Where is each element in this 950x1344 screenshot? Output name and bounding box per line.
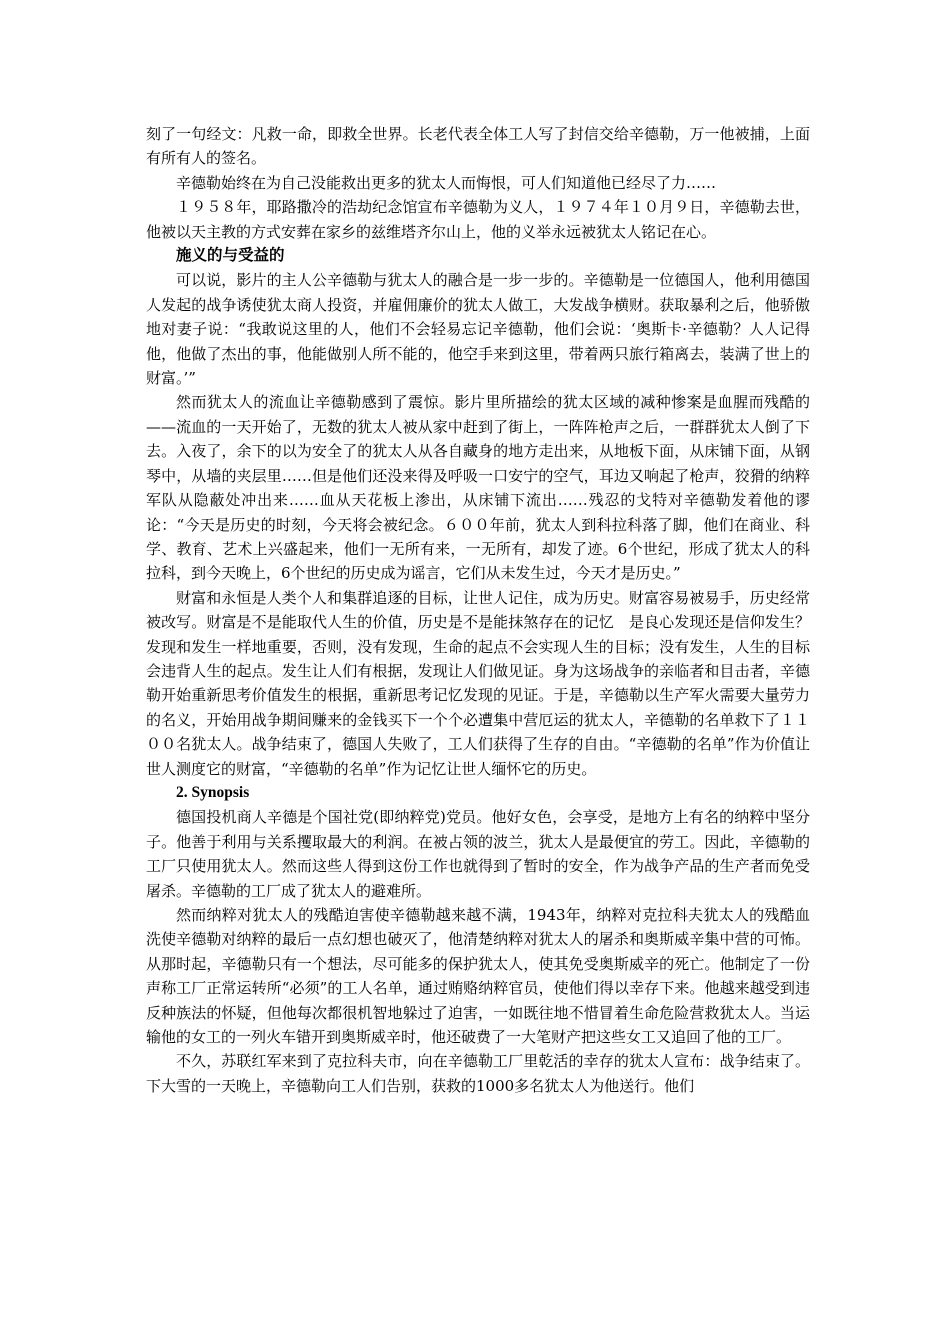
paragraph-synopsis-intro: 德国投机商人辛德是个国社党(即纳粹党)党员。他好女色，会享受，是地方上有名的纳粹中坚分子。他善于利用与关系攫取最大的利润。在被占领的波兰，犹太人是最便宜的劳工。因此，辛德勒的工厂只使用犹太人。然而这些人得到这份工作也就得到了暂时的安全，作为战争产品的生产者而免受屠杀。辛德勒的工厂成了犹太人的避难所。 (146, 808, 810, 900)
paragraph-wealth-eternity: 财富和永恒是人类个人和集群追逐的目标，让世人记住，成为历史。财富容易被易手，历史经常被改写。财富是不是能取代人生的价值，历史是不是能抹煞存在的记忆 是良心发现还是信仰发生？发现和发生一样地重要，否则，没有发现，生命的起点不会实现人生的目标；没有发生，人生的目标会违背人生的起点。发生让人们有根据，发现让人们做见证。身为这场战争的亲临者和目击者，辛德勒开始重新思考价值发生的根据，重新思考记忆发现的见证。于是，辛德勒以生产军火需要大量劳力的名义，开始用战争期间赚来的金钱买下一个个必遭集中营厄运的犹太人，辛德勒的名单救下了１１００名犹太人。战争结束了，德国人失败了，工人们获得了生存的自由。“辛德勒的名单”作为价值让世人测度它的财富，“辛德勒的名单”作为记忆让世人缅怀它的历史。 (146, 588, 810, 778)
paragraph-bloodshed: 然而犹太人的流血让辛德勒感到了震惊。影片里所描绘的犹太区域的减种惨案是血腥而残酷的——流血的一天开始了，无数的犹太人被从家中赶到了街上，一阵阵枪声之后，一群群犹太人倒了下去。入夜了，余下的以为安全了的犹太人从各自藏身的地方走出来，从地板下面，从床铺下面，从钢琴中，从墙的夹层里……但是他们还没来得及呼吸一口安宁的空气，耳边又响起了枪声，狡猾的纳粹军队从隐蔽处冲出来……血从天花板上渗出，从床铺下流出……残忍的戈特对辛德勒发着他的谬论：“今天是历史的时刻，今天将会被纪念。６００年前，犹太人到科拉科落了脚，他们在商业、科学、教育、艺术上兴盛起来，他们一无所有来，一无所有，却发了迹。6个世纪，形成了犹太人的科拉科，到今天晚上，6个世纪的历史成为谣言，它们从未发生过，今天才是历史。” (146, 393, 810, 583)
paragraph-righteous: １９５８年，耶路撒冷的浩劫纪念馆宣布辛德勒为义人，１９７４年１０月９日，辛德勒去世，他被以天主教的方式安葬在家乡的兹维塔齐尔山上，他的义举永远被犹太人铭记在心。 (146, 198, 810, 241)
paragraph-synopsis-rescue: 然而纳粹对犹太人的残酷迫害使辛德勒越来越不满，1943年，纳粹对克拉科夫犹太人的残酷血洗使辛德勒对纳粹的最后一点幻想也破灭了，他清楚纳粹对犹太人的屠杀和奥斯威辛集中营的可怖。从那时起，辛德勒只有一个想法，尽可能多的保护犹太人，使其免受奥斯威辛的死亡。他制定了一份声称工厂正常运转所“必须”的工人名单，通过贿赂纳粹官员，使他们得以幸存下来。他越来越受到违反种族法的怀疑，但他每次都很机智地躲过了迫害，一如既往地不惜冒着生命危险营救犹太人。当运输他的女工的一列火车错开到奥斯威辛时，他还破费了一大笔财产把这些女工又追回了他的工厂。 (146, 906, 810, 1047)
paragraph-synopsis-end: 不久，苏联红军来到了克拉科夫市，向在辛德勒工厂里乾活的幸存的犹太人宣布：战争结束了。下大雪的一天晚上，辛德勒向工人们告别，获救的1000多名犹太人为他送行。他们 (146, 1052, 810, 1095)
paragraph-regret: 辛德勒始终在为自己没能救出更多的犹太人而悔恨，可人们知道他已经尽了力…… (176, 173, 717, 192)
paragraph-integration: 可以说，影片的主人公辛德勒与犹太人的融合是一步一步的。辛德勒是一位德国人，他利用德国人发起的战争诱使犹太商人投资，并雇佣廉价的犹太人做工，大发战争横财。获取暴利之后，他骄傲地对妻子说：“我敢说这里的人，他们不会轻易忘记辛德勒，他们会说：‘奥斯卡·辛德勒？人人记得他，他做了杰出的事，他能做别人所不能的，他空手来到这里，带着两只旅行箱离去，装满了世上的财富。’” (146, 271, 810, 388)
section-heading-synopsis: 2. Synopsis (176, 783, 250, 801)
paragraph-letter-signature: 刻了一句经文：凡救一命，即救全世界。长老代表全体工人写了封信交给辛德勒，万一他被捕，上面有所有人的签名。 (146, 125, 810, 168)
section-heading-giver-receiver: 施义的与受益的 (176, 247, 285, 265)
document-page (146, 122, 810, 1098)
